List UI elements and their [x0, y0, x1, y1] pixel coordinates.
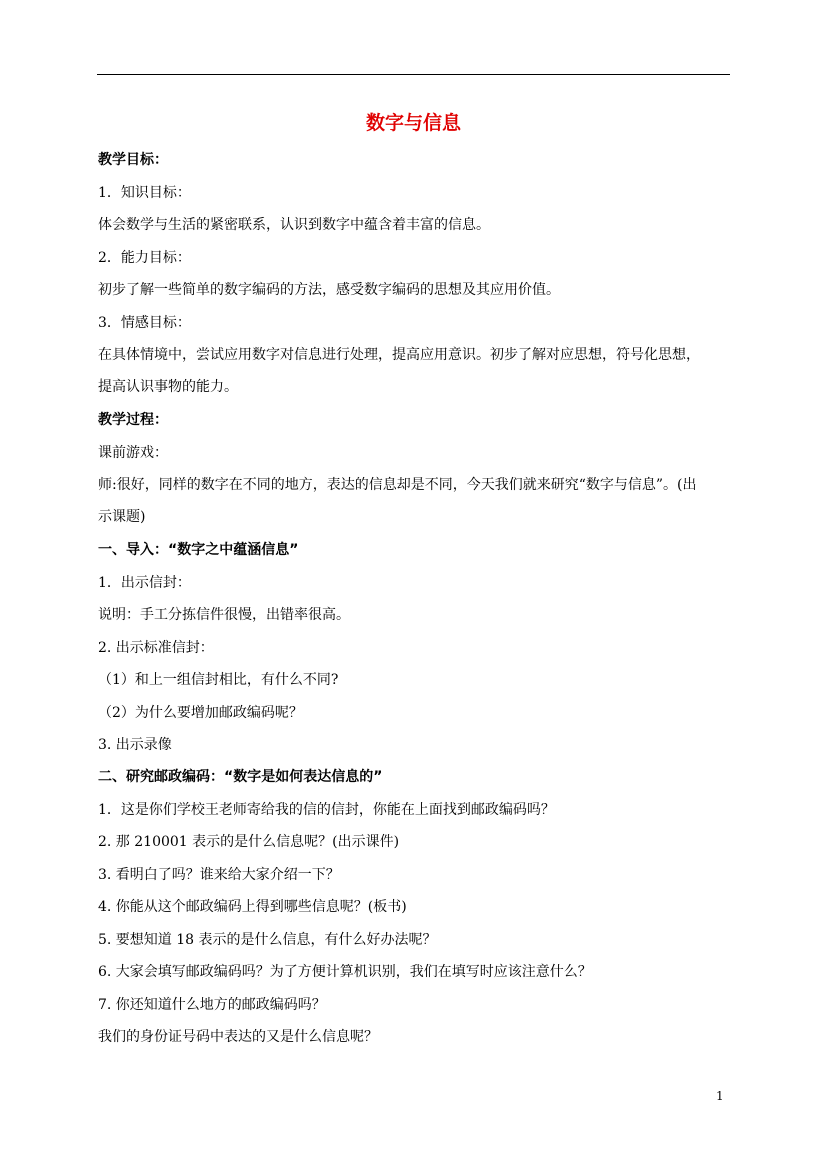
document-title: 数字与信息	[365, 112, 461, 134]
section-heading-intro: 一、导入：“数字之中蕴涵信息”	[98, 542, 299, 558]
paragraph-line: 提高认识事物的能力。	[98, 379, 238, 395]
paragraph-line: （2）为什么要增加邮政编码呢？	[98, 705, 303, 721]
paragraph-line: 初步了解一些简单的数字编码的方法，感受数字编码的思想及其应用价值。	[98, 282, 560, 298]
paragraph-line: 师:很好，同样的数字在不同的地方，表达的信息却是不同，今天我们就来研究“数字与信息”。(出	[98, 477, 697, 493]
paragraph-line: 2. 出示标准信封：	[98, 640, 214, 656]
paragraph-line: 2. 那 210001 表示的是什么信息呢？(出示课件)	[98, 834, 400, 850]
paragraph-line: 在具体情境中，尝试应用数字对信息进行处理，提高应用意识。初步了解对应思想，符号化思想，	[98, 347, 700, 363]
paragraph-line: 7. 你还知道什么地方的邮政编码吗？	[98, 997, 326, 1013]
header-rule	[97, 74, 730, 75]
section-heading-postcode: 二、研究邮政编码：“数字是如何表达信息的”	[98, 769, 383, 785]
paragraph-line: 3. 出示录像	[98, 737, 172, 753]
paragraph-line: 1．知识目标：	[98, 185, 191, 201]
paragraph-line: 6. 大家会填写邮政编码吗？为了方便计算机识别，我们在填写时应该注意什么？	[98, 964, 592, 980]
paragraph-line: 我们的身份证号码中表达的又是什么信息呢？	[98, 1029, 378, 1045]
paragraph-line: （1）和上一组信封相比，有什么不同?	[98, 672, 339, 688]
paragraph-line: 5. 要想知道 18 表示的是什么信息，有什么好办法呢？	[98, 932, 437, 948]
paragraph-line: 1．这是你们学校王老师寄给我的信的信封，你能在上面找到邮政编码吗？	[98, 802, 555, 818]
page-number: 1	[716, 1089, 724, 1103]
paragraph-line: 示课题)	[98, 509, 146, 525]
paragraph-line: 3. 看明白了吗？谁来给大家介绍一下？	[98, 867, 340, 883]
paragraph-line: 2．能力目标：	[98, 250, 191, 266]
paragraph-line: 1．出示信封：	[98, 575, 191, 591]
paragraph-line: 课前游戏：	[98, 445, 168, 461]
paragraph-line: 3．情感目标：	[98, 315, 191, 331]
paragraph-line: 说明：手工分拣信件很慢，出错率很高。	[98, 607, 350, 623]
section-heading-process: 教学过程：	[98, 412, 168, 428]
paragraph-line: 4. 你能从这个邮政编码上得到哪些信息呢？(板书)	[98, 899, 407, 915]
section-heading-objectives: 教学目标：	[98, 152, 168, 168]
paragraph-line: 体会数学与生活的紧密联系，认识到数字中蕴含着丰富的信息。	[98, 217, 490, 233]
